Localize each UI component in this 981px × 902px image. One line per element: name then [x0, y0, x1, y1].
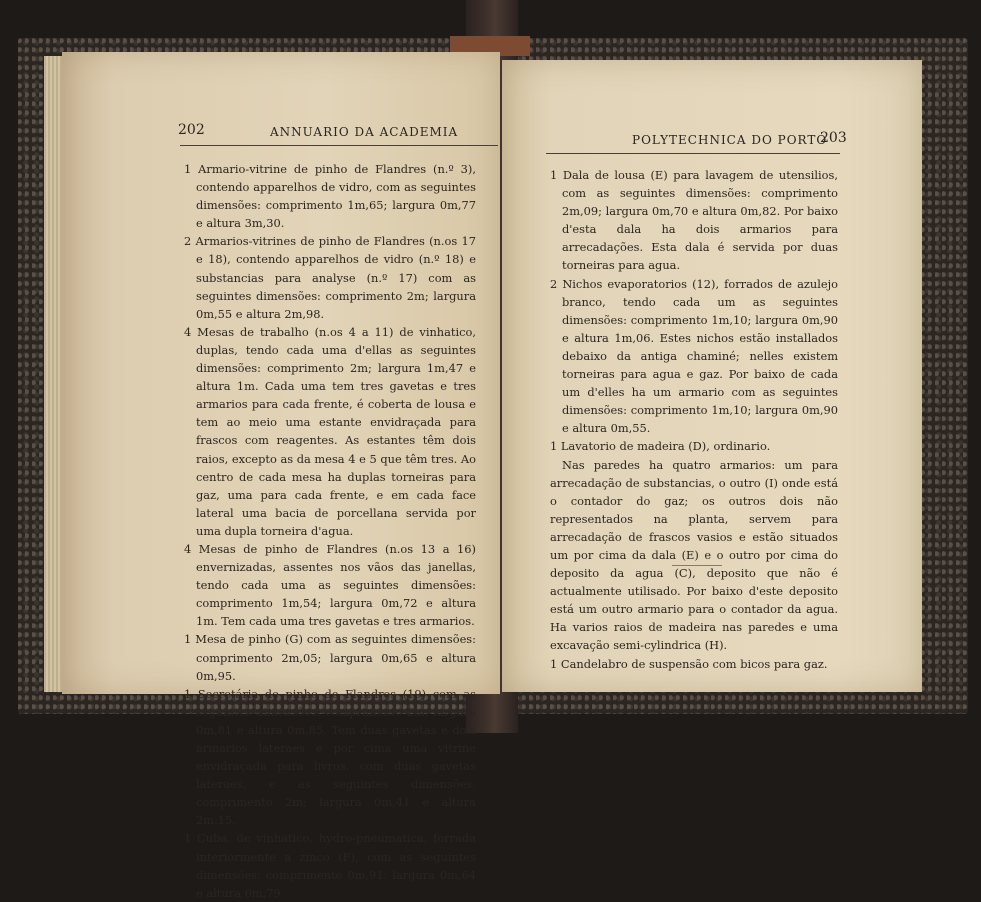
right-header-rule: [546, 153, 840, 154]
right-page: [502, 60, 922, 692]
right-page-number: 203: [820, 130, 847, 146]
right-paragraph: Nas paredes ha quatro armarios: um para arrecadação de substancias, o outro (I) onde está o contador do gaz; os outros dois não representados na planta, servem para arrecadação de frascos vasios e estão situados um por cima da dala (E) e o outro por cima do deposito da agua (C), deposito que não é actualmente utilisado. Por baixo d'este deposito está um outro armario para o contador da agua. Ha varios raios de madeira nas paredes e uma excavação semi-cylindrica (H).: [550, 457, 838, 653]
right-final-entry: 1 Candelabro de suspensão com bicos para gaz.: [550, 656, 828, 671]
inventory-entry: 2 Armarios-vitrines de pinho de Flandres (n.os 17 e 18), contendo apparelhos de vidro (n.º 18) e substancias para analyse (n.º 17) com as seguintes dimensões: comprimento 2m; largura 0m,55 e altura 2m,98.: [184, 234, 476, 321]
left-running-head: ANNUARIO DA ACADEMIA: [270, 125, 459, 139]
section-end-rule: [672, 565, 722, 566]
inventory-entry: 4 Mesas de pinho de Flandres (n.os 13 a 16) envernizadas, assentes nos vãos das janellas, tendo cada uma as seguintes dimensões: comprimento 1m,54; largura 0m,72 e altura 1m. Tem cada uma tres gavetas e tres armarios.: [184, 541, 476, 629]
inventory-entry: 2 Nichos evaporatorios (12), forrados de azulejo branco, tendo cada um as seguintes dimensões: comprimento 1m,10; largura 0m,90 e altura 1m,06. Estes nichos estão installados debaixo da antiga chaminé; nelles existem torneiras para agua e gaz. Por baixo de cada um d'elles ha um armario com as seguintes dimensões: comprimento 1m,10; largura 0m,90 e altura 0m,55.: [550, 276, 838, 436]
inventory-entry: 1 Armario-vitrine de pinho de Flandres (n.º 3), contendo apparelhos de vidro, com as seguintes dimensões: comprimento 1m,65; largura 0m,77 e altura 3m,30.: [184, 162, 476, 231]
right-running-head: POLYTECHNICA DO PORTO: [632, 133, 828, 147]
inventory-entry: 1 Mesa de pinho (G) com as seguintes dimensões: comprimento 2m,05; largura 0m,65 e altura 0m,95.: [184, 632, 476, 683]
inventory-entry: 1 Secretária de pinho de Flandres (19) com as seguintes dimensões: comprimento 2m; largura 0m,81 e altura 0m,85. Tem duas gavetas e dois armarios lateraes e por cima uma vitrine envidraçada para livros, com duas gavetas lateraes, e as seguintes dimensões: comprimento 2m; largura 0m,41 e altura 2m,15.: [184, 686, 476, 828]
inventory-entry: 1 Cuba, de vinhatico, hydro-pneumatica, forrada interiormente a zinco (F), com as seguintes dimensões: comprimento 0m,91: largura 0m,64 e altura 0m,79.: [184, 831, 476, 900]
left-page-number: 202: [178, 122, 205, 138]
left-header-rule: [180, 145, 498, 146]
left-page: [62, 52, 500, 900]
right-entries-list: [550, 166, 838, 673]
left-entries-list: [184, 160, 476, 902]
inventory-entry: 4 Mesas de trabalho (n.os 4 a 11) de vinhatico, duplas, tendo cada uma d'ellas as seguintes dimensões: comprimento 2m; largura 1m,47 e altura 1m. Cada uma tem tres gavetas e tres armarios para cada frente, é coberta de lousa e tem ao meio uma estante envidraçada para frascos com reagentes. As estantes têm dois raios, excepto as da mesa 4 e 5 que têm tres. Ao centro de cada mesa ha duplas torneiras para gaz, uma para cada frente, e em cada face lateral uma bacia de porcellana servida por uma dupla torneira d'agua.: [184, 324, 476, 538]
inventory-entry: 1 Lavatorio de madeira (D), ordinario.: [550, 439, 771, 454]
inventory-entry: 1 Dala de lousa (E) para lavagem de utensilios, com as seguintes dimensões: comprimento 2m,09; largura 0m,70 e altura 0m,82. Por baixo d'esta dala ha dois armarios para arrecadações. Esta dala é servida por duas torneiras para agua.: [550, 168, 838, 273]
